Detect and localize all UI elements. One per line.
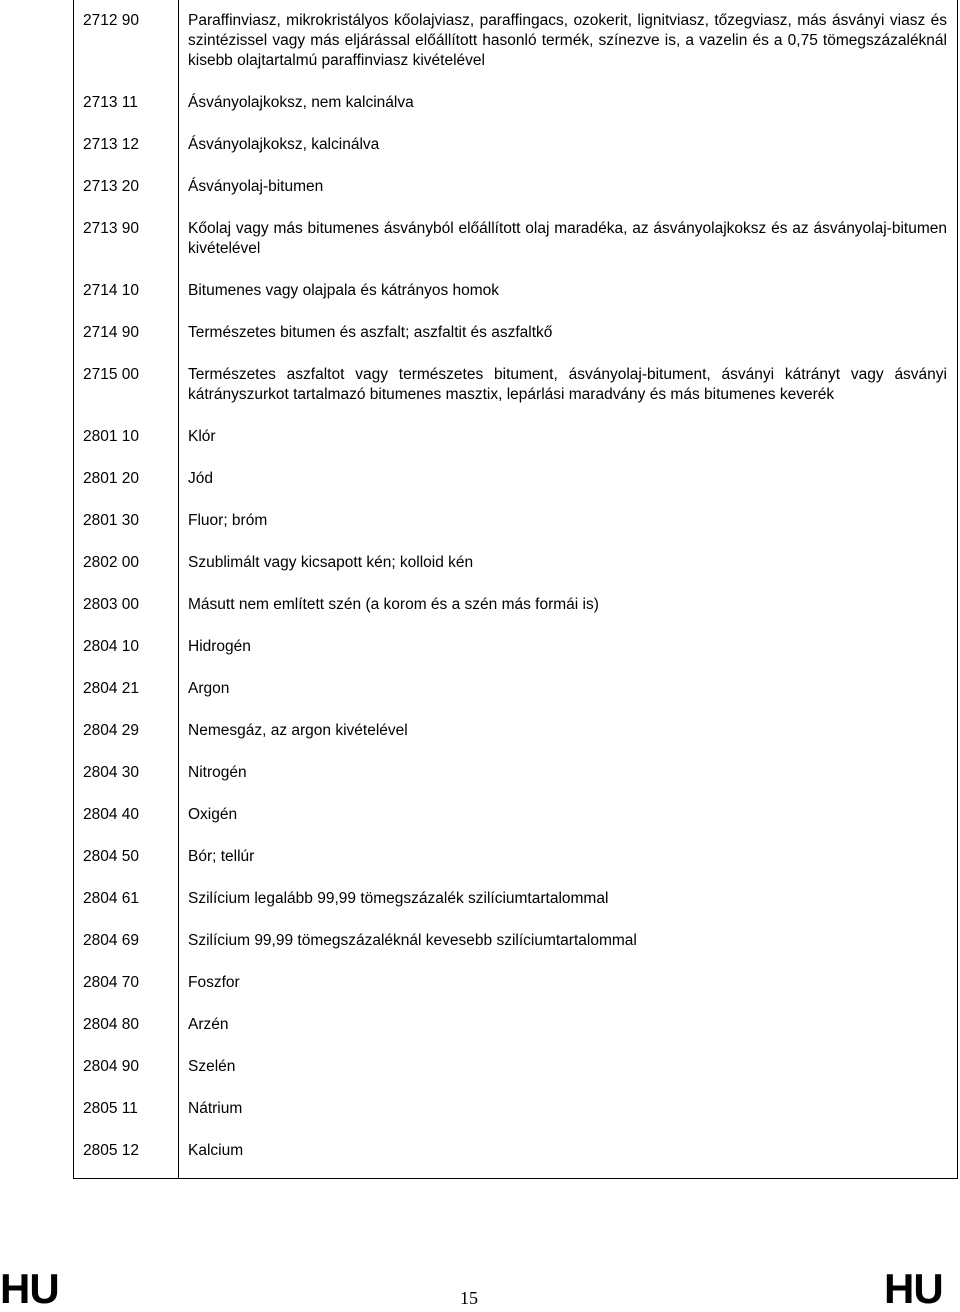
- table-row: [74, 1129, 958, 1179]
- table-row: [74, 1045, 958, 1087]
- table-row: [74, 353, 958, 415]
- code-cell: 2802 00: [74, 541, 179, 583]
- description-cell: Másutt nem említett szén (a korom és a szén más formái is): [179, 583, 958, 625]
- table-row: [74, 877, 958, 919]
- code-cell: 2713 12: [74, 123, 179, 165]
- code-cell: 2801 20: [74, 457, 179, 499]
- footer-language-code-right: HU: [884, 1265, 943, 1312]
- code-cell: 2805 12: [74, 1129, 179, 1179]
- description-cell: Argon: [179, 667, 958, 709]
- code-cell: 2713 20: [74, 165, 179, 207]
- table-row: [74, 835, 958, 877]
- description-cell: Szelén: [179, 1045, 958, 1087]
- table-row: [74, 499, 958, 541]
- table-row: [74, 81, 958, 123]
- description-cell: Arzén: [179, 1003, 958, 1045]
- description-cell: Klór: [179, 415, 958, 457]
- table-row: [74, 123, 958, 165]
- code-cell: 2713 90: [74, 207, 179, 269]
- code-cell: 2715 00: [74, 353, 179, 415]
- description-cell: Foszfor: [179, 961, 958, 1003]
- description-cell: Ásványolaj-bitumen: [179, 165, 958, 207]
- code-cell: 2803 00: [74, 583, 179, 625]
- code-cell: 2804 21: [74, 667, 179, 709]
- description-cell: Oxigén: [179, 793, 958, 835]
- page-number: 15: [460, 1288, 478, 1308]
- description-cell: Nemesgáz, az argon kivételével: [179, 709, 958, 751]
- code-cell: 2804 40: [74, 793, 179, 835]
- table-row: [74, 1003, 958, 1045]
- description-cell: Fluor; bróm: [179, 499, 958, 541]
- table-row: [74, 457, 958, 499]
- description-cell: Kőolaj vagy más bitumenes ásványból előállított olaj maradéka, az ásványolajkoksz és az ásványolaj-bitumen kivételével: [179, 207, 958, 269]
- table-row: [74, 269, 958, 311]
- description-cell: Bór; tellúr: [179, 835, 958, 877]
- code-cell: 2804 50: [74, 835, 179, 877]
- table-row: [74, 709, 958, 751]
- table-row: [74, 625, 958, 667]
- code-cell: 2714 10: [74, 269, 179, 311]
- description-cell: Nitrogén: [179, 751, 958, 793]
- table-row: [74, 541, 958, 583]
- code-cell: 2804 69: [74, 919, 179, 961]
- table-row: [74, 165, 958, 207]
- footer-language-code-left: HU: [0, 1265, 59, 1312]
- table-row: [74, 751, 958, 793]
- code-cell: 2804 70: [74, 961, 179, 1003]
- description-cell: Természetes aszfaltot vagy természetes bitument, ásványolaj-bitument, ásványi kátrányt vagy ásványi kátrányszurkot tartalmazó bitumenes masztix, lepárlási maradvány és más bitumenes keverék: [179, 353, 958, 415]
- table-row: [74, 1087, 958, 1129]
- description-cell: Természetes bitumen és aszfalt; aszfaltit és aszfaltkő: [179, 311, 958, 353]
- description-cell: Ásványolajkoksz, kalcinálva: [179, 123, 958, 165]
- description-cell: Szublimált vagy kicsapott kén; kolloid kén: [179, 541, 958, 583]
- tariff-code-table: [73, 0, 958, 1179]
- code-cell: 2804 10: [74, 625, 179, 667]
- code-cell: 2713 11: [74, 81, 179, 123]
- code-cell: 2712 90: [74, 0, 179, 81]
- code-cell: 2804 90: [74, 1045, 179, 1087]
- description-cell: Szilícium legalább 99,99 tömegszázalék szilíciumtartalommal: [179, 877, 958, 919]
- table-row: [74, 0, 958, 81]
- table-row: [74, 207, 958, 269]
- code-cell: 2805 11: [74, 1087, 179, 1129]
- code-cell: 2804 61: [74, 877, 179, 919]
- description-cell: Ásványolajkoksz, nem kalcinálva: [179, 81, 958, 123]
- description-cell: Paraffinviasz, mikrokristályos kőolajviasz, paraffingacs, ozokerit, lignitviasz, tőzegviasz, más ásványi viasz és szintézissel vagy más eljárással előállított hasonló termék, színezve is, a vazelin és a 0,75 tömegszázaléknál kisebb olajtartalmú paraffinviasz kivételével: [179, 0, 958, 81]
- code-cell: 2804 30: [74, 751, 179, 793]
- table-row: [74, 415, 958, 457]
- table-row: [74, 793, 958, 835]
- table-row: [74, 667, 958, 709]
- description-cell: Nátrium: [179, 1087, 958, 1129]
- table-row: [74, 583, 958, 625]
- description-cell: Jód: [179, 457, 958, 499]
- description-cell: Szilícium 99,99 tömegszázaléknál kevesebb szilíciumtartalommal: [179, 919, 958, 961]
- code-cell: 2801 30: [74, 499, 179, 541]
- description-cell: Hidrogén: [179, 625, 958, 667]
- table-row: [74, 919, 958, 961]
- code-cell: 2714 90: [74, 311, 179, 353]
- table-row: [74, 311, 958, 353]
- code-cell: 2801 10: [74, 415, 179, 457]
- description-cell: Bitumenes vagy olajpala és kátrányos homok: [179, 269, 958, 311]
- table-row: [74, 961, 958, 1003]
- code-cell: 2804 29: [74, 709, 179, 751]
- description-cell: Kalcium: [179, 1129, 958, 1179]
- code-cell: 2804 80: [74, 1003, 179, 1045]
